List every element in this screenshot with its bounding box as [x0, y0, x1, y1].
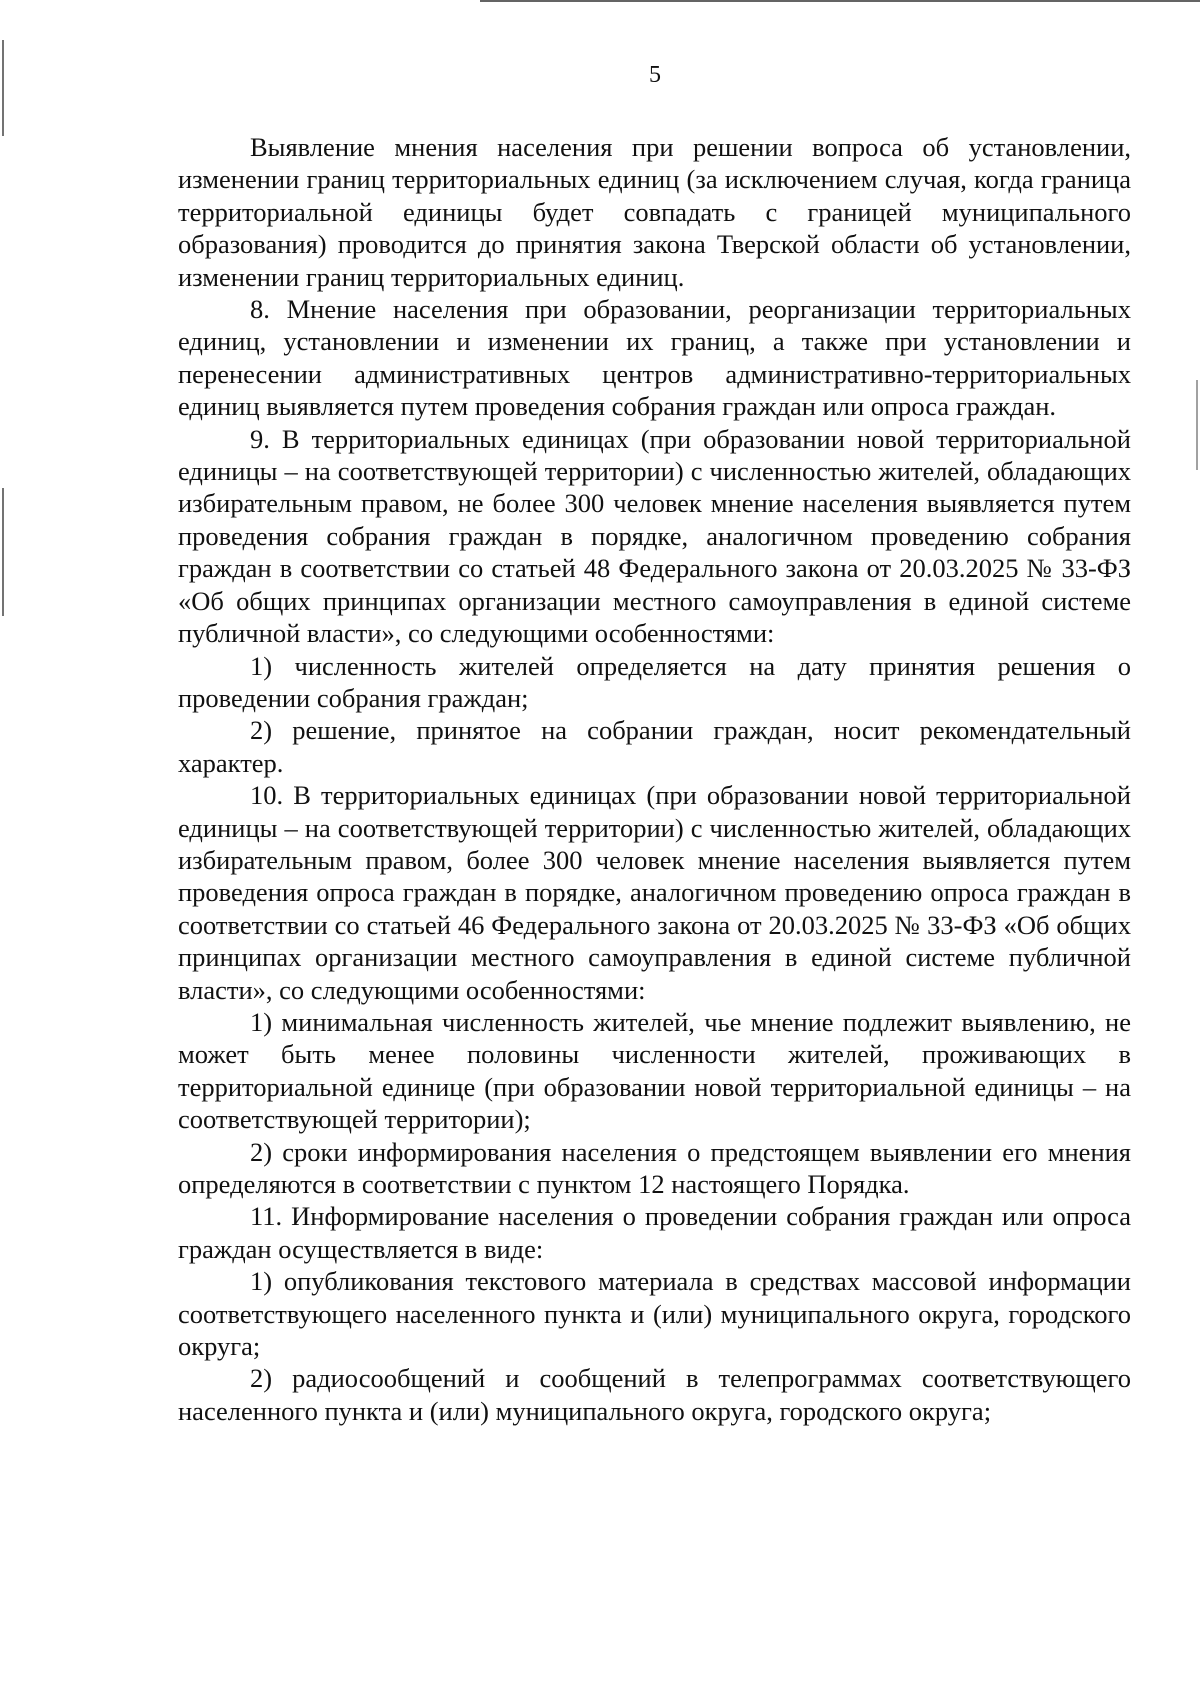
- scan-edge-top: [480, 0, 1200, 2]
- paragraph-item-10: 10. В территориальных единицах (при образовании новой территориальной единицы – на соответствующей территории) с численностью жителей, обладающих избирательным правом, более 300 человек мнение населения выявляется путем проведения опроса граждан в порядке, аналогичном проведению опроса граждан в соответствии со статьей 46 Федерального закона от 20.03.2025 № 33-ФЗ «Об общих принципах организации местного самоуправления в единой системе публичной власти», со следующими особенностями:: [178, 780, 1131, 1005]
- scan-edge-right: [1196, 380, 1198, 470]
- paragraph-item-10-sub-1: 1) минимальная численность жителей, чье мнение подлежит выявлению, не может быть менее половины численности жителей, проживающих в территориальной единице (при образовании новой территориальной единицы – на соответствующей территории);: [178, 1006, 1131, 1135]
- paragraph-intro: Выявление мнения населения при решении вопроса об установлении, изменении границ территориальных единиц (за исключением случая, когда граница территориальной единицы будет совпадать с границей муниципального образования) проводится до принятия закона Тверской области об установлении, изменении границ территориальных единиц.: [178, 132, 1131, 292]
- document-body: [178, 131, 1131, 1427]
- paragraph-item-8: 8. Мнение населения при образовании, реорганизации территориальных единиц, установлении и изменении их границ, а также при установлении и перенесении административных центров административно-территориальных единиц выявляется путем проведения собрания граждан или опроса граждан.: [178, 294, 1131, 422]
- paragraph-item-11-sub-2: 2) радиосообщений и сообщений в телепрограммах соответствующего населенного пункта и (или) муниципального округа, городского округа;: [178, 1363, 1131, 1426]
- paragraph-item-9-sub-1: 1) численность жителей определяется на дату принятия решения о проведении собрания граждан;: [178, 650, 1131, 713]
- paragraph-item-11: 11. Информирование населения о проведении собрания граждан или опроса граждан осуществляется в виде:: [178, 1201, 1131, 1264]
- paragraph-item-9: 9. В территориальных единицах (при образовании новой территориальной единицы – на соответствующей территории) с численностью жителей, обладающих избирательным правом, не более 300 человек мнение населения выявляется путем проведения собрания граждан в порядке, аналогичном проведению собрания граждан в соответствии со статьей 48 Федерального закона от 20.03.2025 № 33-ФЗ «Об общих принципах организации местного самоуправления в единой системе публичной власти», со следующими особенностями:: [178, 423, 1131, 649]
- scan-edge-left: [2, 40, 4, 1640]
- page-number: 5: [649, 62, 661, 88]
- paragraph-item-10-sub-2: 2) сроки информирования населения о предстоящем выявлении его мнения определяются в соответствии с пунктом 12 настоящего Порядка.: [178, 1136, 1131, 1199]
- paragraph-item-11-sub-1: 1) опубликования текстового материала в средствах массовой информации соответствующего населенного пункта и (или) муниципального округа, городского округа;: [178, 1266, 1131, 1362]
- paragraph-item-9-sub-2: 2) решение, принятое на собрании граждан, носит рекомендательный характер.: [178, 715, 1131, 778]
